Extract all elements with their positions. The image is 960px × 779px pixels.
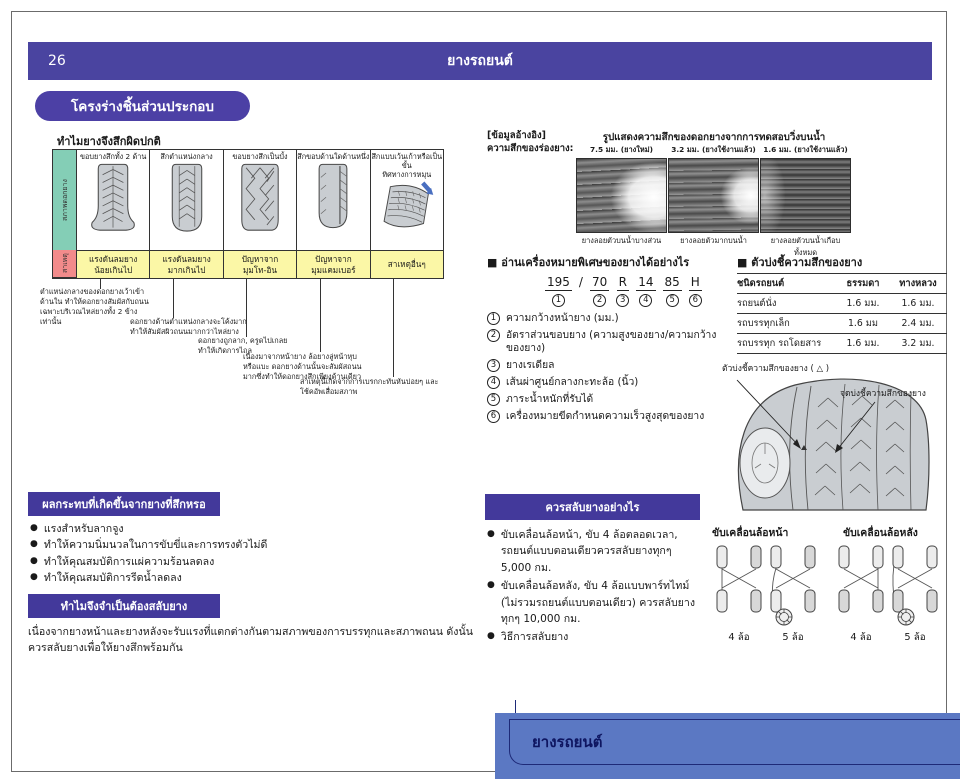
bullet-text: ทำให้คุณสมบัติการแผ่ความร้อนลดลง — [43, 555, 215, 568]
wear-col-stepped — [370, 150, 443, 250]
bullet-icon: ● — [487, 580, 495, 591]
code-circle-4: 4 — [639, 294, 652, 307]
marking-item — [487, 359, 732, 372]
tire-code-part — [616, 276, 629, 307]
cause-line1: ปัญหาจาก — [241, 253, 279, 264]
photo-depth-label: 1.6 มม. (ยางใช้งานแล้ว) — [763, 145, 848, 154]
indicator-table-header — [737, 273, 947, 294]
wear-row-label-condition — [53, 150, 76, 250]
cell: รถยนต์นั่ง — [737, 298, 777, 309]
cause-line1: ปัญหาจาก — [315, 253, 352, 264]
photo-caption: ยางลอยตัวบนน้ำบางส่วน — [581, 236, 662, 245]
rotation-label-front-4: 4 ล้อ — [728, 632, 750, 643]
tire-overinflation-diagram — [161, 161, 213, 237]
wear-col-overinflation — [149, 150, 222, 250]
photo-caption: ยางลอยตัวมากบนน้ำ — [680, 236, 747, 245]
item-text: เครื่องหมายขีดกำหนดความเร็วสูงสุดของยาง — [506, 409, 705, 422]
item-number: 1 — [487, 312, 500, 325]
wear-note-toe-in: ดอกยางถูกลาก, ครูดไปเกลยทำให้เกิดการไถล — [198, 336, 288, 355]
rotation-diagram-front-5wheel — [768, 544, 818, 626]
bullet-icon: ● — [30, 555, 38, 566]
bullet-text: แรงสำหรับลากจูง — [43, 523, 124, 535]
effects-bullet — [30, 570, 470, 586]
effects-section-header — [28, 492, 220, 516]
indicator-label-right: จุดบ่งชี้ความสึกของยาง — [840, 389, 926, 399]
how-rotate-bullet-list — [487, 527, 705, 646]
wear-cause-toe-in — [223, 250, 296, 278]
wear-col-one-side-label: สึกขอบด้านใดด้านหนึ่ง — [297, 152, 370, 161]
footer-title: ยางรถยนต์ — [532, 733, 603, 751]
footer-outline-box — [509, 719, 960, 765]
item-text: ยางเรเดียล — [506, 359, 555, 372]
why-rotate-header-text: ทำไมจึงจำเป็นต้องสลับยาง — [60, 600, 188, 613]
bullet-icon: ● — [30, 523, 38, 533]
wear-col-underinflation — [76, 150, 149, 250]
effects-bullet-list — [30, 521, 470, 587]
code-circle-5: 5 — [666, 294, 679, 307]
col-header: ธรรมดา — [846, 278, 880, 289]
bullet-text: ทำให้ความนิ่มนวลในการขับขี่และการทรงตัวไม่ดี — [43, 539, 268, 552]
item-text: ภาระน้ำหนักที่รับได้ — [506, 392, 594, 405]
callout-line-4 — [320, 278, 321, 352]
footer-bar — [495, 713, 960, 779]
cell: 1.6 มม — [848, 318, 878, 329]
rotation-label-front-5: 5 ล้อ — [782, 632, 804, 643]
wear-col-feathered — [223, 150, 296, 250]
rotation-diagram-front-4wheel — [714, 544, 764, 626]
tire-code-part — [636, 276, 655, 307]
water-test-photos — [576, 144, 851, 259]
tire-code-separator — [579, 276, 583, 290]
tire-code-part — [545, 276, 572, 307]
wear-row-label-cause-text: สาเหตุ — [61, 253, 69, 274]
indicator-title-text: ตัวบ่งชี้ความสึกของยาง — [751, 256, 863, 269]
indicator-table-row — [737, 314, 947, 334]
wear-cause-camber — [296, 250, 369, 278]
code-radial: R — [618, 275, 627, 289]
code-speed: H — [690, 275, 700, 289]
wear-table — [52, 149, 444, 279]
callout-line-5 — [393, 278, 394, 377]
cause-line2: น้อยเกินไป — [94, 264, 133, 275]
cell: รถบรรทุก รถโดยสาร — [737, 338, 822, 349]
photo-column — [760, 144, 851, 259]
water-test-photo-worn — [760, 158, 851, 233]
tire-code-part — [590, 276, 609, 307]
code-rim: 14 — [638, 275, 654, 289]
water-test-photo-used — [668, 158, 759, 233]
page-number: 26 — [48, 53, 66, 69]
bullet-text: วิธีการสลับยาง — [500, 631, 569, 644]
code-load: 85 — [664, 275, 680, 289]
rotation-diagram-rear-4wheel — [836, 544, 886, 626]
wear-cause-overinflation — [149, 250, 222, 278]
wear-note-camber: เนื่องมาจากหน้ายาง ล้อยางลู่หน้าหุบหรือแบะ ดอกยางด้านนั้นจะสัมผัสถนนมากซึ่งทำให้ดอกยางสึกเพียงด้านเดียว — [243, 352, 362, 381]
code-aspect: 70 — [591, 275, 608, 289]
indicator-table-row — [737, 294, 947, 314]
how-rotate-bullet — [487, 578, 705, 627]
bullet-icon: ● — [30, 539, 38, 550]
code-circle-1: 1 — [552, 294, 565, 307]
tire-one-side-diagram — [307, 161, 359, 237]
item-text: อัตราส่วนขอบยาง (ความสูงของยาง/ความกว้างของยาง) — [506, 328, 717, 355]
item-number: 5 — [487, 393, 500, 406]
reference-title: รูปแสดงความสึกของดอกยางจากการทดสอบวิ่งบนน้ำ — [602, 132, 826, 143]
page-title: ยางรถยนต์ — [447, 53, 513, 69]
rotation-group-title-rear: ขับเคลื่อนล้อหลัง — [843, 527, 918, 539]
wear-col-underinflation-label: ขอบยางสึกทั้ง 2 ด้าน — [80, 152, 147, 161]
cause-line2: มากเกินไป — [167, 264, 206, 275]
cell: 1.6 มม. — [846, 298, 880, 309]
wear-col-feathered-label: ขอบยางสึกเป็นบั้ง — [232, 152, 288, 161]
cause-line2: มุมโท-อิน — [242, 264, 278, 275]
page-header-bar — [28, 42, 932, 80]
tire-stepped-rotation-diagram — [379, 179, 435, 243]
item-number: 2 — [487, 329, 500, 342]
indicator-table — [737, 273, 947, 354]
section-badge-label: โครงร่างชิ้นส่วนประกอบ — [71, 99, 214, 115]
col-header: ชนิดรถยนต์ — [737, 278, 785, 289]
wear-cause-other — [370, 250, 443, 278]
item-number: 3 — [487, 359, 500, 372]
marking-item — [487, 393, 732, 406]
bullet-text: ขับเคลื่อนล้อหลัง, ขับ 4 ล้อแบบพาร์ทไทม์ (ไม่รวมรถยนต์แบบตอนเดียว) ควรสลับยางทุกๆ 10,000 กม. — [500, 580, 696, 626]
rotation-group-title-front: ขับเคลื่อนล้อหน้า — [712, 527, 789, 539]
square-bullet-icon: ■ — [737, 256, 748, 269]
item-text: ความกว้างหน้ายาง (มม.) — [506, 312, 619, 324]
cell: 1.6 มม. — [846, 338, 880, 349]
indicator-label-left: ตัวบ่งชี้ความสึกของยาง ( △ ) — [722, 364, 830, 374]
bullet-text: ทำให้คุณสมบัติการรีดน้ำลดลง — [43, 572, 182, 585]
square-bullet-icon: ■ — [487, 256, 498, 269]
reference-sublabel: ความสึกของร่องยาง: — [487, 143, 574, 154]
how-rotate-bullet — [487, 629, 705, 645]
marking-item — [487, 376, 732, 389]
cause-line1: แรงดันลมยาง — [162, 253, 211, 264]
rotation-label-rear-5: 5 ล้อ — [904, 632, 926, 643]
item-number: 6 — [487, 410, 500, 423]
code-width: 195 — [547, 275, 570, 289]
photo-column — [668, 144, 759, 259]
tire-code-part — [689, 276, 702, 307]
wear-note-overinflation: ดอกยางด้านตำแหน่งกลางจะโค้งมาก ทำให้สัมผัสผิวถนนมากกว่าไหล่ยาง — [130, 317, 247, 336]
water-test-photo-new — [576, 158, 667, 233]
reference-label: [ข้อมูลอ้างอิง] — [487, 130, 546, 141]
marking-item — [487, 312, 732, 325]
effects-bullet — [30, 554, 470, 570]
wear-col-one-side — [296, 150, 369, 250]
item-text: เส้นผ่าศูนย์กลางกะทะล้อ (นิ้ว) — [506, 376, 639, 388]
tire-wear-indicator-illustration — [715, 358, 955, 513]
cell: 2.4 มม. — [901, 318, 935, 329]
cell: 3.2 มม. — [901, 338, 935, 349]
bullet-icon: ● — [30, 572, 38, 583]
rotation-diagram-rear-5wheel — [890, 544, 940, 626]
indicator-section-title — [737, 253, 862, 271]
wear-note-underinflation: ตำแหน่งกลางของดอกยางเว้าเข้าด้านใน ทำให้ดอกยางสัมผัสกับถนนเฉพาะบริเวณไหล่ยางทั้ง 2 ข้างเท่านั้น — [40, 287, 149, 326]
cause-line1: แรงดันลมยาง — [88, 253, 138, 264]
how-rotate-section-header — [485, 494, 700, 520]
tire-feathered-diagram — [234, 161, 286, 237]
code-circle-2: 2 — [593, 294, 606, 307]
footer-connector-line — [515, 700, 516, 714]
tire-code — [545, 276, 702, 307]
marking-item — [487, 410, 732, 423]
rotation-label-rear-4: 4 ล้อ — [850, 632, 872, 643]
photo-depth-label: 3.2 มม. (ยางใช้งานแล้ว) — [671, 145, 756, 154]
tire-underinflation-diagram — [87, 161, 139, 237]
col-header: ทางหลวง — [899, 278, 937, 289]
why-rotate-section-header — [28, 594, 220, 618]
how-rotate-header-text: ควรสลับยางอย่างไร — [545, 501, 640, 514]
bullet-icon: ● — [487, 529, 495, 539]
effects-bullet — [30, 521, 470, 537]
marking-items-list — [487, 312, 732, 427]
bullet-text: ขับเคลื่อนล้อหน้า, ขับ 4 ล้อตลอดเวลา, รถยนต์แบบตอนเดียวควรสลับยางทุกๆ 5,000 กม. — [500, 529, 678, 574]
why-rotate-paragraph: เนื่องจากยางหน้าและยางหลังจะรับแรงที่แตกต่างกันตามสภาพของการบรรทุกและสภาพถนน ดังนั้น ควรสลับยางเพื่อให้ยางสึกพร้อมกัน — [28, 626, 473, 655]
wear-cause-underinflation — [76, 250, 149, 278]
photo-column — [576, 144, 667, 259]
wear-col-stepped-label: สึกแบบเว้นเก้าหรือเป็นขั้น — [371, 152, 443, 171]
how-rotate-bullet — [487, 527, 705, 576]
wear-row-label-cause — [53, 250, 76, 278]
marking-item — [487, 329, 732, 356]
item-number: 4 — [487, 376, 500, 389]
wear-table-title: ทำไมยางจึงสึกผิดปกติ — [57, 135, 161, 148]
wear-col-stepped-label2: ทิศทางการหมุน — [382, 170, 432, 180]
cause-line1: สาเหตุอื่นๆ — [387, 259, 426, 270]
code-circle-6: 6 — [689, 294, 702, 307]
photo-depth-label: 7.5 มม. (ยางใหม่) — [590, 145, 653, 154]
cell: รถบรรทุกเล็ก — [737, 318, 790, 329]
effects-bullet — [30, 537, 470, 553]
photo-caption: ยางลอยตัวบนน้ำเกือบทั้งหมด — [770, 236, 841, 257]
effects-header-text: ผลกระทบที่เกิดขึ้นจากยางที่สึกหรอ — [42, 498, 206, 511]
wear-row-label-condition-text: สภาพดอกยาง — [61, 179, 69, 221]
wear-col-overinflation-label: สึกตำแหน่งกลาง — [160, 152, 213, 161]
code-circle-3: 3 — [616, 294, 629, 307]
marking-section-title — [487, 253, 689, 271]
bullet-icon: ● — [487, 631, 495, 642]
separator-text: / — [578, 275, 583, 289]
marking-title-text: อ่านเครื่องหมายพิเศษของยางได้อย่างไร — [501, 256, 690, 269]
section-badge — [35, 91, 250, 121]
callout-line-2 — [173, 278, 174, 318]
wear-note-other: สาเหตุนี้เกิดจากการเบรกกะทันหันบ่อยๆ และโช้คอัพเสื่อมสภาพ — [300, 377, 439, 396]
tire-code-part — [663, 276, 682, 307]
cause-line2: มุมแคมเบอร์ — [311, 264, 356, 275]
indicator-table-row — [737, 334, 947, 354]
cell: 1.6 มม. — [901, 298, 935, 309]
